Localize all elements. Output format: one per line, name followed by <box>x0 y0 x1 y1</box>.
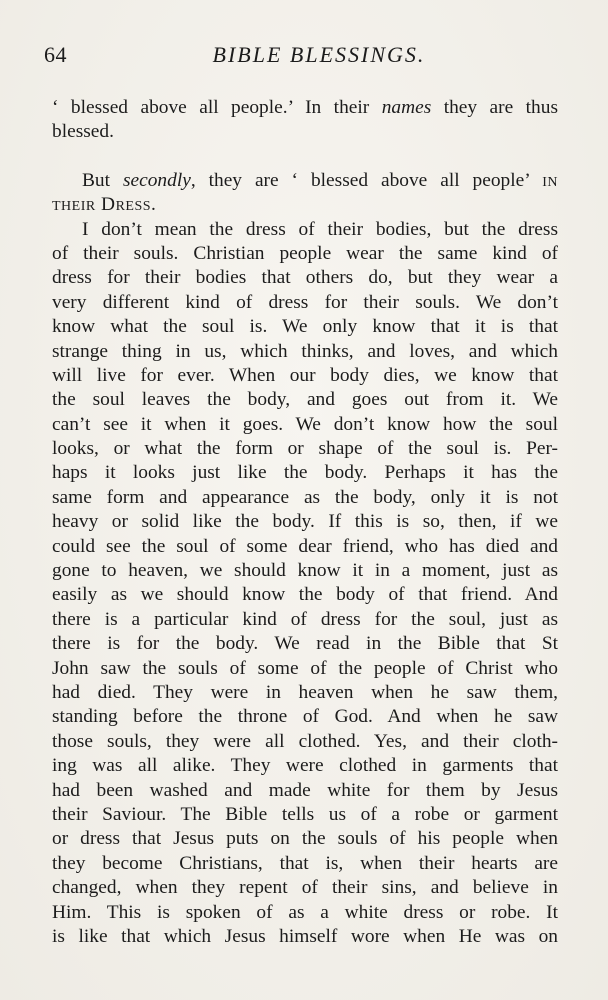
emphasis-secondly: secondly <box>122 169 191 191</box>
text-line: of their souls. Christian people wear the same kind of <box>52 242 558 264</box>
text-line: ing was all alike. They were clothed in garments that <box>52 755 558 777</box>
text-line: I don’t mean the dress of their bodies, but the dress <box>82 218 558 240</box>
text-line: had been washed and made white for them by Jesus <box>52 779 558 801</box>
page-number: 64 <box>44 42 67 67</box>
small-caps-in: in <box>542 169 558 191</box>
body-text <box>52 96 558 949</box>
text-line: gone to heaven, we should know it in a moment, just as <box>52 560 558 582</box>
text-line: very different kind of dress for their souls. We don’t <box>52 291 558 313</box>
text-line: can’t see it when it goes. We don’t know how the soul <box>52 413 558 435</box>
text-line: blessed. <box>52 121 114 143</box>
text-line: changed, when they repent of their sins, and believe in <box>52 877 558 899</box>
text-line: could see the soul of some dear friend, who has died and <box>52 535 558 557</box>
section-heading-their-dress: their Dress. <box>52 194 157 216</box>
text-line: had died. They were in heaven when he saw them, <box>52 681 558 703</box>
text-line: easily as we should know the body of that friend. And <box>52 584 558 606</box>
text-line: or dress that Jesus puts on the souls of his people when <box>52 828 558 850</box>
text-line: haps it looks just like the body. Perhaps it has the <box>52 462 558 484</box>
text-line: Him. This is spoken of as a white dress or robe. It <box>52 901 558 923</box>
text-line: dress for their bodies that others do, but they wear a <box>52 267 558 289</box>
text-line: But secondly, they are ‘ blessed above all people’ in <box>82 169 558 191</box>
text-line: strange thing in us, which thinks, and loves, and which <box>52 340 558 362</box>
text-line: know what the soul is. We only know that it is that <box>52 316 558 338</box>
text-line: their Saviour. The Bible tells us of a robe or garment <box>52 803 558 825</box>
text-line: will live for ever. When our body dies, we know that <box>52 364 558 386</box>
text-line: they become Christians, that is, when their hearts are <box>52 852 558 874</box>
running-head <box>44 42 564 72</box>
text-line: there is a particular kind of dress for the soul, just as <box>52 608 558 630</box>
text-line: same form and appearance as the body, only it is not <box>52 486 558 508</box>
text-line: John saw the souls of some of the people of Christ who <box>52 657 558 679</box>
text-line: the soul leaves the body, and goes out from it. We <box>52 389 558 411</box>
running-title: BIBLE BLESSINGS. <box>212 42 426 67</box>
text-line: heavy or solid like the body. If this is so, then, if we <box>52 511 558 533</box>
text-line: there is for the body. We read in the Bible that St <box>52 633 558 655</box>
text-line: looks, or what the form or shape of the soul is. Per- <box>52 438 558 460</box>
text-line: standing before the throne of God. And when he saw <box>52 706 558 728</box>
text-line: ‘ blessed above all people.’ In their names they are thus <box>52 97 558 118</box>
text-line: those souls, they were all clothed. Yes, and their cloth- <box>52 730 558 752</box>
text-line: is like that which Jesus himself wore when He was on <box>52 925 558 947</box>
paragraph-gap <box>52 145 558 169</box>
emphasis-names: names <box>381 97 432 118</box>
